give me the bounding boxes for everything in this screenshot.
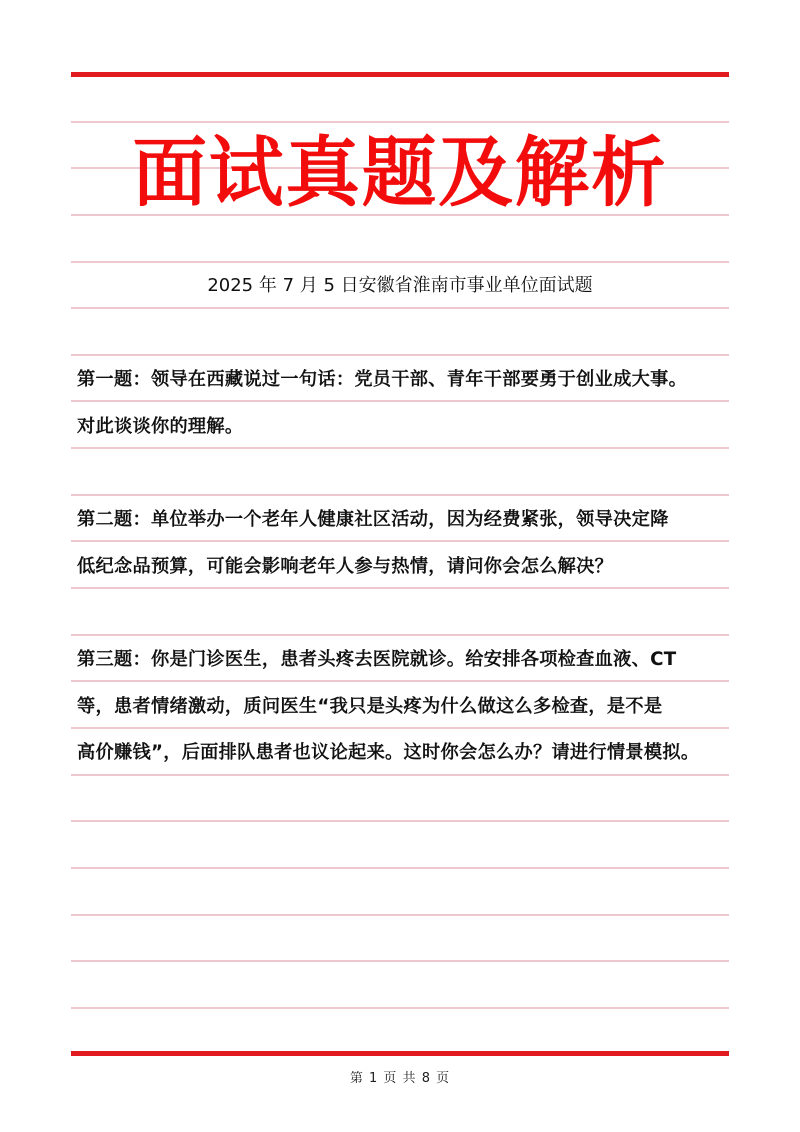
ruled-line	[71, 914, 729, 916]
ruled-line	[71, 820, 729, 822]
ruled-line	[71, 587, 729, 589]
question-line: 第一题：领导在西藏说过一句话：党员干部、青年干部要勇于创业成大事。	[77, 369, 688, 390]
document-title: 面试真题及解析	[132, 128, 668, 217]
question-line: 第三题：你是门诊医生，患者头疼去医院就诊。给安排各项检查血液、CT	[77, 649, 677, 670]
ruled-line	[71, 680, 729, 682]
ruled-line	[71, 307, 729, 309]
ruled-line	[71, 960, 729, 962]
ruled-line	[71, 261, 729, 263]
ruled-line	[71, 121, 729, 123]
ruled-line	[71, 354, 729, 356]
ruled-line	[71, 447, 729, 449]
ruled-line	[71, 1007, 729, 1009]
ruled-line	[71, 867, 729, 869]
bottom-red-rule	[71, 1051, 729, 1056]
question-line: 低纪念品预算，可能会影响老年人参与热情，请问你会怎么解决？	[77, 556, 614, 577]
ruled-line	[71, 774, 729, 776]
question-line: 等，患者情绪激动，质问医生“我只是头疼为什么做这么多检查，是不是	[77, 696, 663, 717]
ruled-line	[71, 494, 729, 496]
ruled-line	[71, 727, 729, 729]
question-line: 第二题：单位举办一个老年人健康社区活动，因为经费紧张，领导决定降	[77, 509, 669, 530]
ruled-line	[71, 540, 729, 542]
ruled-line	[71, 634, 729, 636]
question-line: 高价赚钱”，后面排队患者也议论起来。这时你会怎么办？请进行情景模拟。	[77, 742, 700, 763]
ruled-line	[71, 400, 729, 402]
page-number: 第 1 页 共 8 页	[349, 1071, 451, 1086]
top-red-rule	[71, 72, 729, 77]
document-subtitle: 2025 年 7 月 5 日安徽省淮南市事业单位面试题	[207, 275, 593, 296]
question-line: 对此谈谈你的理解。	[77, 416, 244, 437]
